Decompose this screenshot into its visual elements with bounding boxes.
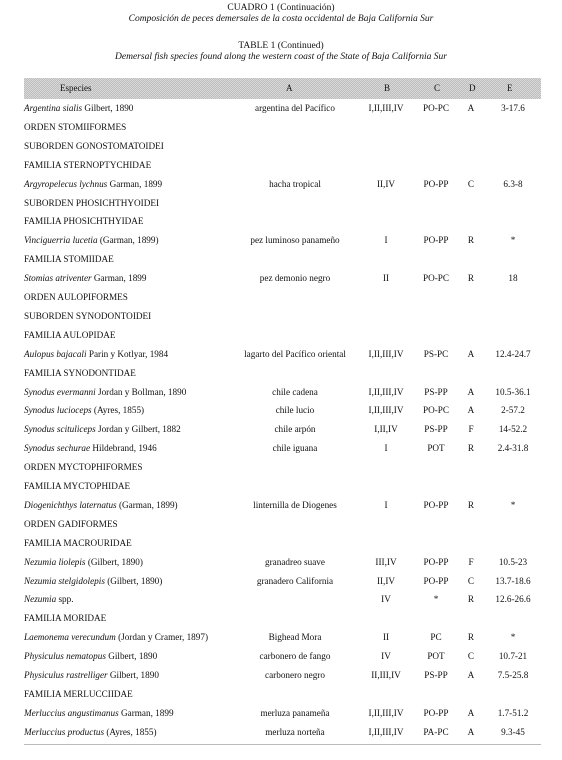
species-cell (24, 726, 157, 738)
abundance-cell: C (467, 575, 475, 586)
species-cell (24, 102, 133, 114)
common-name-cell: Bighead Mora (268, 632, 322, 643)
size-range-cell: * (510, 499, 516, 510)
zone-cell: I,II,III,IV (368, 103, 404, 113)
size-range-cell: * (510, 632, 516, 643)
species-author: Gilbert, 1890 (107, 670, 159, 680)
species-author: (Garman, 1899) (97, 235, 159, 246)
common-name-cell: carbonero de fango (259, 651, 331, 662)
taxon-group-label: FAMILIA MERLUCCIIDAE (24, 688, 133, 699)
zone-cell: II (382, 632, 390, 643)
taxon-group-row (0, 329, 562, 341)
table-bottom-rule (24, 744, 541, 745)
species-cell (24, 631, 208, 643)
size-range-cell: 3-17.6 (501, 103, 525, 113)
common-name-cell: chile arpón (274, 424, 316, 435)
zone-cell: II,IV (376, 178, 396, 189)
table-header (24, 78, 541, 99)
taxon-group-label: ORDEN MYCTOPHIFORMES (24, 462, 143, 473)
habitat-cell: PS-PC (423, 348, 449, 359)
habitat-cell: PS-PP (424, 424, 448, 435)
habitat-cell: PO-PP (423, 235, 449, 246)
common-name-cell: merluza norteña (265, 726, 325, 737)
habitat-cell: POT (427, 443, 445, 454)
taxon-group-row (0, 140, 562, 152)
common-name-cell: linternilla de Diogenes (253, 499, 337, 510)
species-name: Nezumia liolepis (24, 556, 86, 567)
species-row (0, 499, 562, 511)
table-title-en: TABLE 1 (Continued) (238, 41, 324, 51)
size-range-cell: 9.3-45 (501, 726, 525, 737)
species-author: (Jordan y Cramer, 1897) (115, 632, 209, 643)
zone-cell: I,II,III,IV (368, 386, 404, 397)
species-author: Jordan y Gilbert, 1882 (95, 424, 181, 435)
species-row (0, 726, 562, 738)
species-row (0, 348, 562, 360)
species-name: Synodus scituliceps (24, 424, 96, 435)
species-cell (24, 575, 162, 587)
common-name-cell: carbonero negro (265, 670, 325, 680)
species-author: Garman, 1899 (118, 707, 174, 718)
common-name-cell: granadero California (256, 575, 334, 586)
habitat-cell: PO-PC (422, 273, 450, 284)
species-name: Physiculus nematopus (24, 651, 106, 662)
abundance-cell: R (467, 273, 475, 284)
species-row (0, 593, 562, 605)
species-name: Merluccius angustimanus (24, 707, 119, 718)
species-author: Jordan y Bollman, 1890 (95, 386, 187, 397)
taxon-group-label: ORDEN AULOPIFORMES (24, 292, 128, 302)
species-row (0, 102, 562, 114)
habitat-cell: PO-PP (423, 707, 449, 718)
size-range-cell: 13.7-18.6 (495, 575, 531, 586)
size-range-cell: 2-57.2 (501, 405, 525, 416)
habitat-cell: PO-PP (423, 575, 449, 586)
species-row (0, 178, 562, 190)
taxon-group-label: ORDEN GADIFORMES (24, 518, 118, 529)
table-title-es: CUADRO 1 (Continuación) (227, 3, 335, 13)
common-name-cell: chile iguana (272, 443, 318, 454)
species-row (0, 423, 562, 435)
common-name-cell: granadreo suave (265, 556, 325, 567)
taxon-group-row (0, 121, 562, 133)
species-author: (Ayres, 1855) (91, 405, 145, 416)
species-cell (24, 499, 178, 511)
taxon-group-row (0, 518, 562, 530)
species-cell (24, 669, 159, 681)
taxon-group-row (0, 688, 562, 700)
species-name: Aulopus bajacali (24, 348, 87, 359)
habitat-cell: PC (430, 632, 442, 643)
species-name: Synodus lucioceps (24, 405, 92, 416)
species-author: Garman, 1899 (107, 178, 163, 189)
taxon-group-label: FAMILIA PHOSICHTHYIDAE (24, 216, 144, 227)
species-name: Synodus evermanni (24, 386, 96, 397)
taxon-group-label: SUBORDEN PHOSICHTHYOIDEI (24, 197, 160, 208)
size-range-cell: 18 (508, 273, 518, 284)
species-author: Gilbert, 1890 (105, 651, 158, 662)
abundance-cell: C (467, 178, 475, 189)
abundance-cell: A (467, 726, 475, 737)
taxon-group-row (0, 461, 562, 473)
species-cell (24, 234, 159, 246)
taxon-group-row (0, 612, 562, 624)
species-row (0, 707, 562, 719)
abundance-cell: R (467, 443, 475, 454)
species-name: Synodus sechurae (24, 443, 91, 454)
species-cell (24, 178, 162, 190)
taxon-group-row (0, 197, 562, 209)
species-name: Diogenichthys laternatus (24, 499, 117, 510)
abundance-cell: A (467, 670, 475, 680)
common-name-cell: chile cadena (272, 386, 318, 397)
common-name-cell: lagarto del Pacífico oriental (244, 348, 346, 359)
zone-cell: II (382, 273, 390, 284)
header-b: B (384, 83, 391, 93)
zone-cell: I (384, 443, 388, 454)
species-author: (Garman, 1899) (116, 499, 178, 510)
taxon-group-label: FAMILIA SYNODONTIDAE (24, 367, 136, 378)
taxon-group-row (0, 310, 562, 322)
taxon-group-row (0, 537, 562, 549)
species-cell (24, 707, 174, 719)
species-author: (Gilbert, 1890) (85, 556, 143, 567)
species-name: Nezumia stelgidolepis (24, 575, 105, 586)
species-row (0, 650, 562, 662)
zone-cell: I (384, 235, 388, 246)
abundance-cell: F (468, 556, 474, 567)
species-author: spp. (56, 594, 74, 605)
species-cell (24, 404, 144, 416)
taxon-group-row (0, 480, 562, 492)
species-row (0, 442, 562, 454)
species-cell (24, 272, 146, 284)
taxon-group-label: FAMILIA MACROURIDAE (24, 537, 132, 548)
common-name-cell: hacha tropical (269, 178, 321, 189)
abundance-cell: R (467, 499, 475, 510)
zone-cell: I,II,III,IV (368, 405, 404, 416)
abundance-cell: A (467, 386, 475, 397)
abundance-cell: R (467, 235, 475, 246)
species-row (0, 234, 562, 246)
species-author: Parin y Kotlyar, 1984 (86, 348, 169, 359)
size-range-cell: 10.5-23 (498, 556, 528, 567)
table-subtitle-es: Composición de peces demersales de la costa occidental de Baja California Sur (128, 14, 434, 24)
habitat-cell: PS-PP (424, 386, 448, 397)
species-name: Vinciguerria lucetia (24, 235, 98, 246)
taxon-group-label: SUBORDEN SYNODONTOIDEI (24, 310, 152, 321)
header-species: Especies (60, 83, 92, 93)
size-range-cell: * (510, 235, 516, 246)
zone-cell: II,III,IV (371, 670, 401, 680)
species-name: Nezumia (24, 594, 57, 605)
species-row (0, 575, 562, 587)
common-name-cell: argentina del Pacífico (255, 103, 335, 113)
taxon-group-row (0, 159, 562, 171)
abundance-cell: F (468, 424, 474, 435)
habitat-cell: POT (427, 651, 445, 662)
habitat-cell: PA-PC (423, 726, 449, 737)
zone-cell: IV (381, 594, 391, 605)
taxon-group-row (0, 367, 562, 379)
species-row (0, 386, 562, 398)
taxon-group-label: FAMILIA STOMIIDAE (24, 254, 114, 265)
size-range-cell: 14-52.2 (498, 424, 528, 435)
habitat-cell: PO-PP (423, 178, 449, 189)
size-range-cell: 7.5-25.8 (497, 670, 529, 680)
common-name-cell: chile lucio (275, 405, 315, 416)
abundance-cell: C (467, 651, 475, 662)
abundance-cell: A (467, 103, 475, 113)
common-name-cell: pez luminoso panameño (250, 235, 340, 246)
taxon-group-label: FAMILIA AULOPIDAE (24, 329, 116, 340)
species-author: Hildebrand, 1946 (90, 443, 157, 454)
species-cell (24, 348, 168, 360)
species-cell (24, 423, 181, 435)
taxon-group-label: FAMILIA MORIDAE (24, 613, 107, 624)
taxon-group-label: FAMILIA STERNOPTYCHIDAE (24, 159, 152, 170)
abundance-cell: A (467, 348, 475, 359)
species-name: Physiculus rastrelliger (24, 670, 108, 680)
habitat-cell: PO-PP (423, 556, 449, 567)
taxon-group-row (0, 291, 562, 303)
size-range-cell: 12.6-26.6 (495, 594, 531, 605)
species-author: (Gilbert, 1890) (104, 575, 163, 586)
taxon-group-row (0, 253, 562, 265)
taxon-group-label: ORDEN STOMIIFORMES (24, 121, 127, 132)
zone-cell: I,II,IV (374, 424, 398, 435)
zone-cell: II,IV (376, 575, 396, 586)
abundance-cell: R (467, 594, 475, 605)
species-cell (24, 386, 186, 398)
header-d: D (469, 83, 476, 93)
zone-cell: I,II,III,IV (368, 726, 404, 737)
zone-cell: III,IV (375, 556, 397, 567)
size-range-cell: 12.4-24.7 (495, 348, 531, 359)
species-row (0, 556, 562, 568)
species-author: (Ayres, 1855) (104, 726, 157, 737)
habitat-cell: PS-PP (424, 670, 448, 680)
header-c: C (434, 83, 441, 93)
zone-cell: I,II,III,IV (368, 707, 404, 718)
size-range-cell: 2.4-31.8 (497, 443, 529, 454)
size-range-cell: 1.7-51.2 (497, 707, 529, 718)
zone-cell: I (384, 499, 388, 510)
taxon-group-label: SUBORDEN GONOSTOMATOIDEI (24, 140, 164, 151)
table-subtitle-en: Demersal fish species found along the western coast of the State of Baja California Sur (115, 52, 447, 62)
size-range-cell: 6.3-8 (503, 178, 523, 189)
species-name: Merluccius productus (24, 726, 105, 737)
common-name-cell: pez demonio negro (259, 273, 331, 284)
species-row (0, 631, 562, 643)
size-range-cell: 10.7-21 (498, 651, 528, 662)
size-range-cell: 10.5-36.1 (495, 386, 531, 397)
abundance-cell: R (467, 632, 475, 643)
species-cell (24, 650, 157, 662)
species-name: Laemonema verecundum (24, 632, 116, 643)
habitat-cell: * (433, 594, 439, 605)
species-cell (24, 442, 157, 454)
zone-cell: IV (381, 651, 391, 662)
species-name: Stomias atriventer (24, 273, 92, 284)
taxon-group-row (0, 215, 562, 227)
abundance-cell: A (467, 707, 475, 718)
species-author: Gilbert, 1890 (82, 103, 134, 113)
taxon-group-label: FAMILIA MYCTOPHIDAE (24, 481, 131, 491)
species-name: Argentina sialis (24, 103, 83, 113)
zone-cell: I,II,III,IV (368, 348, 404, 359)
species-row (0, 669, 562, 681)
species-row (0, 272, 562, 284)
species-cell (24, 593, 74, 605)
habitat-cell: PO-PC (422, 103, 450, 113)
species-author: Garman, 1899 (91, 273, 147, 284)
header-e: E (507, 83, 513, 93)
species-name: Argyropelecus lychnus (24, 178, 108, 189)
header-a: A (286, 83, 293, 93)
habitat-cell: PO-PP (423, 499, 449, 510)
abundance-cell: A (467, 405, 475, 416)
species-row (0, 404, 562, 416)
habitat-cell: PO-PC (422, 405, 450, 416)
species-cell (24, 556, 143, 568)
common-name-cell: merluza panameña (260, 707, 330, 718)
